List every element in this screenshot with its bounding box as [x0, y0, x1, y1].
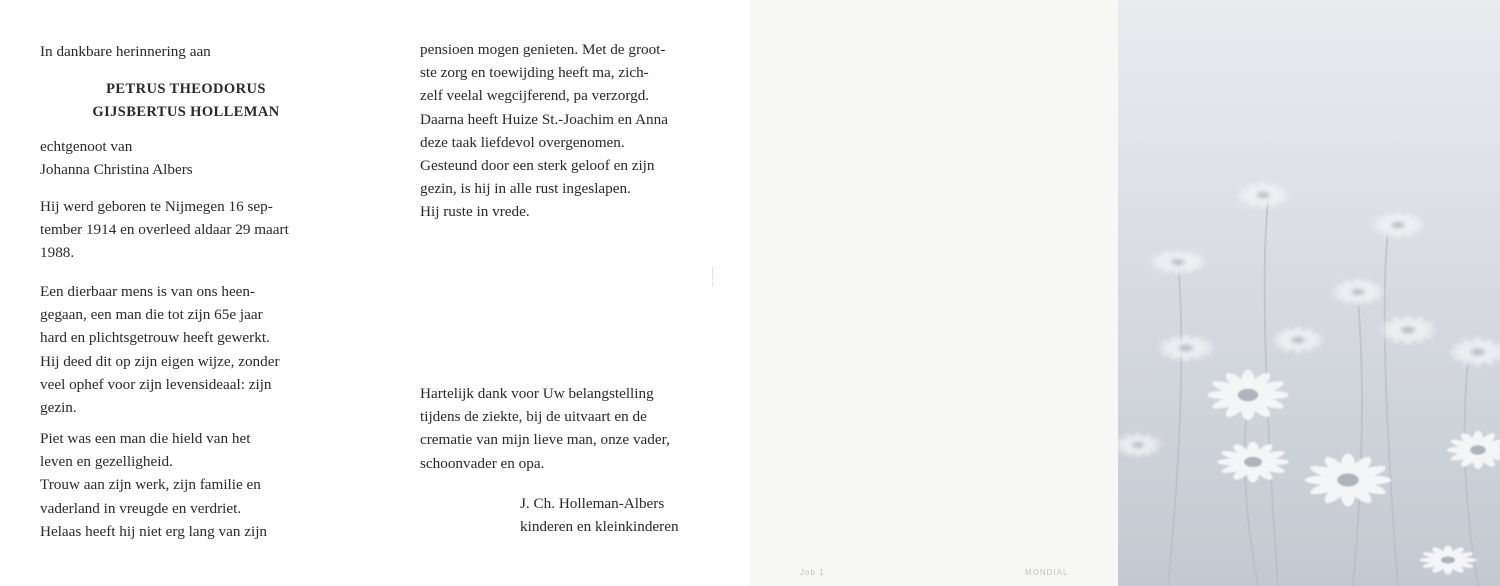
text-line: schoonvader en opa. [420, 454, 545, 472]
life-paragraph [40, 280, 334, 419]
name-line-1: PETRUS THEODORUS [106, 81, 266, 97]
text-line: Trouw aan zijn werk, zijn familie en [40, 476, 261, 494]
daisy-photo [1118, 0, 1500, 586]
signature-family: kinderen en kleinkinderen [520, 518, 679, 536]
print-code: Job 1 [800, 568, 825, 577]
card-left-panel [0, 0, 378, 586]
text-line: deze taak liefdevol overgenomen. [420, 133, 625, 151]
fold-mark [712, 268, 714, 286]
piet-paragraph [40, 427, 334, 543]
text-line: gezin. [40, 399, 77, 417]
text-line: Helaas heeft hij niet erg lang van zijn [40, 522, 268, 540]
signature-name: J. Ch. Holleman-Albers [520, 495, 665, 512]
text-line: Een dierbaar mens is van ons heen- [40, 283, 256, 300]
thanks-paragraph [420, 382, 714, 475]
deceased-name [40, 78, 332, 124]
text-line: gezin, is hij in alle rust ingeslapen. [420, 180, 631, 198]
text-line: Hij werd geboren te Nijmegen 16 sep- [40, 198, 273, 215]
text-line: Piet was een man die hield van het [40, 430, 251, 447]
text-line: gegaan, een man die tot zijn 65e jaar [40, 306, 263, 324]
spouse-label: echtgenoot van [40, 138, 133, 155]
intro-text: In dankbare herinnering aan [40, 43, 211, 60]
text-line: zelf veelal wegcijferend, pa verzorgd. [420, 87, 650, 105]
text-line: crematie van mijn lieve man, onze vader, [420, 431, 670, 449]
text-line: Gesteund door een sterk geloof en zijn [420, 157, 655, 175]
text-line: Hartelijk dank voor Uw belangstelling [420, 385, 654, 402]
continuation-paragraph [420, 38, 712, 224]
text-line: pensioen mogen genieten. Met de groot- [420, 41, 666, 58]
text-line: Hij deed dit op zijn eigen wijze, zonder [40, 352, 280, 370]
text-line: veel ophef voor zijn levensideaal: zijn [40, 375, 272, 393]
text-line: tember 1914 en overleed aldaar 29 maart [40, 221, 289, 239]
text-line: vaderland in vreugde en verdriet. [40, 499, 242, 517]
daisy-field-image [1118, 0, 1500, 586]
birth-paragraph [40, 195, 334, 265]
text-line: Hij ruste in vrede. [420, 203, 530, 221]
text-line: leven en gezelligheid. [40, 453, 173, 471]
text-line: 1988. [40, 244, 75, 262]
card-blank-panel [750, 0, 1118, 586]
spouse-name: Johanna Christina Albers [40, 161, 193, 179]
text-line: Daarna heeft Huize St.-Joachim en Anna [420, 110, 668, 128]
text-line: tijdens de ziekte, bij de uitvaart en de [420, 408, 647, 426]
signature-block [520, 492, 730, 538]
name-line-2: GIJSBERTUS HOLLEMAN [92, 104, 280, 120]
printer-mark: MONDIAL [1025, 568, 1069, 577]
text-line: hard en plichtsgetrouw heeft gewerkt. [40, 329, 270, 347]
card-middle-panel [378, 0, 750, 586]
spouse-block [40, 135, 332, 181]
text-line: ste zorg en toewijding heeft ma, zich- [420, 64, 649, 82]
